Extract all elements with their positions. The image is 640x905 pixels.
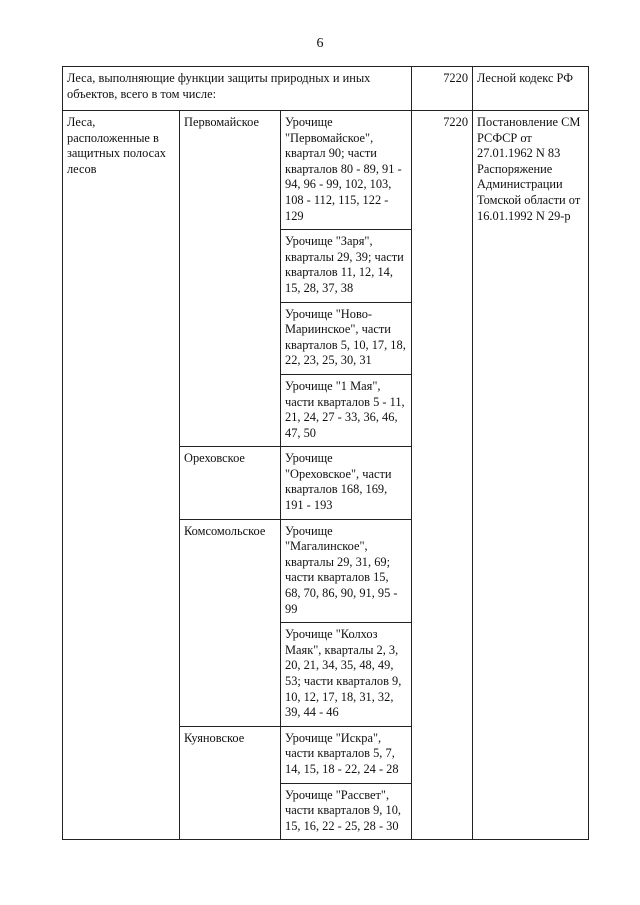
tract-cell: Урочище "Первомайское", квартал 90; части кварталов 80 - 89, 91 - 94, 96 - 99, 102, 103, 108 - 112, 115, 122 - 129 (281, 111, 412, 230)
category-cell: Леса, расположенные в защитных полосах лесов (63, 111, 180, 840)
forestry-name: Куяновское (180, 726, 281, 840)
header-area: 7220 (412, 67, 473, 111)
header-row (63, 67, 589, 111)
tract-cell: Урочище "Ореховское", части кварталов 168, 169, 191 - 193 (281, 447, 412, 519)
table-row (63, 111, 589, 230)
tract-cell: Урочище "Искра", части кварталов 5, 7, 14, 15, 18 - 22, 24 - 28 (281, 726, 412, 783)
group-basis: Постановление СМ РСФСР от 27.01.1962 N 83 Распоряжение Администрации Томской области от 16.01.1992 N 29-р (473, 111, 589, 840)
forestry-name: Ореховское (180, 447, 281, 519)
page-number: 6 (316, 36, 324, 51)
tract-cell: Урочище "Ново-Мариинское", части кварталов 5, 10, 17, 18, 22, 23, 25, 30, 31 (281, 302, 412, 374)
header-description: Леса, выполняющие функции защиты природных и иных объектов, всего в том числе: (63, 67, 412, 111)
forestry-name: Первомайское (180, 111, 281, 447)
group-area: 7220 (412, 111, 473, 840)
tract-cell: Урочище "Рассвет", части кварталов 9, 10, 15, 16, 22 - 25, 28 - 30 (281, 783, 412, 840)
tract-cell: Урочище "1 Мая", части кварталов 5 - 11, 21, 24, 27 - 33, 36, 46, 47, 50 (281, 374, 412, 446)
tract-cell: Урочище "Колхоз Маяк", кварталы 2, 3, 20, 21, 34, 35, 48, 49, 53; части кварталов 9, 10, 12, 17, 18, 31, 32, 39, 44 - 46 (281, 623, 412, 727)
tract-cell: Урочище "Заря", кварталы 29, 39; части кварталов 11, 12, 14, 15, 28, 37, 38 (281, 230, 412, 302)
protective-forests-table (62, 66, 589, 840)
tract-cell: Урочище "Магалинское", кварталы 29, 31, 69; части кварталов 15, 68, 70, 86, 90, 91, 95 - 99 (281, 519, 412, 623)
header-basis: Лесной кодекс РФ (473, 67, 589, 111)
forestry-name: Комсомольское (180, 519, 281, 726)
